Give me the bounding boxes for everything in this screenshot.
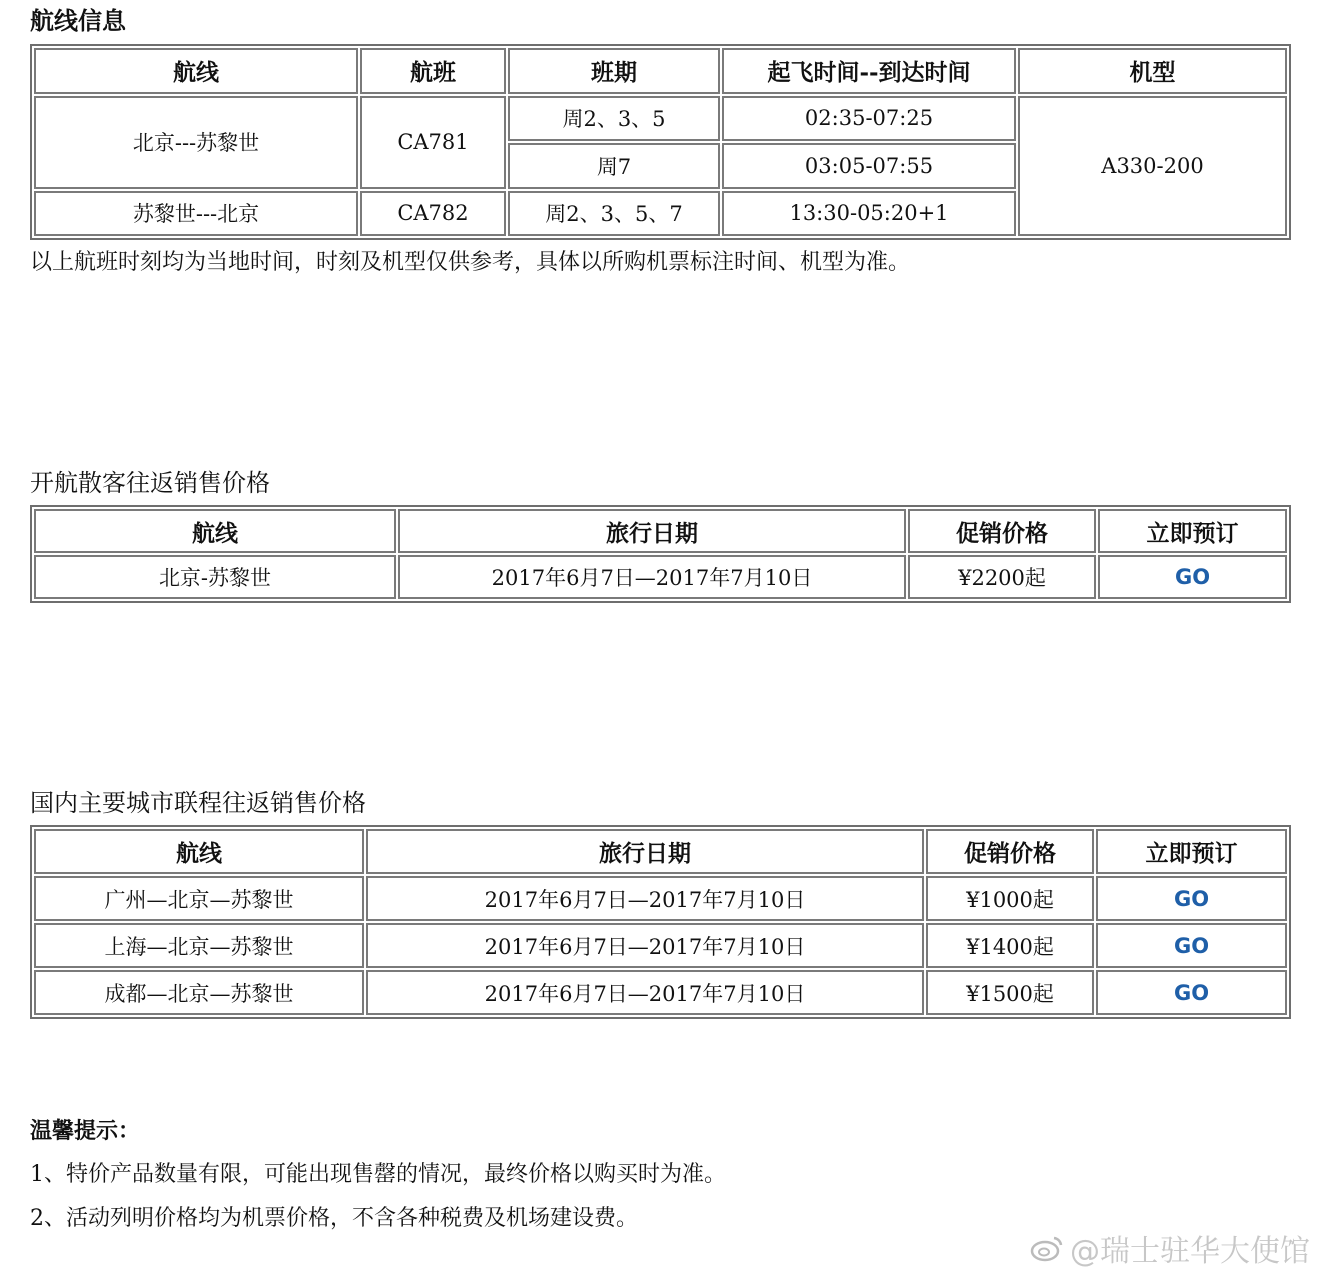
watermark [1030,1226,1310,1270]
schedule-cell: 周2、3、5 [508,96,720,142]
book-cell [1096,970,1287,1015]
schedule-cell: 周2、3、5、7 [508,191,720,237]
header-flight: 航班 [360,48,506,94]
watermark-text: @瑞士驻华大使馆 [1070,1234,1310,1269]
table-row [34,876,1287,921]
direct-fares-table [30,505,1291,603]
direct-fares-title: 开航散客往返销售价格 [30,469,270,497]
header-aircraft: 机型 [1018,48,1287,94]
route-info-title: 航线信息 [30,6,126,35]
header-book: 立即预订 [1098,509,1287,553]
header-route: 航线 [34,48,358,94]
header-time: 起飞时间--到达时间 [722,48,1016,94]
route-cell: 北京---苏黎世 [34,96,358,189]
tip-item: 1、特价产品数量有限，可能出现售罄的情况，最终价格以购买时为准。 [30,1162,726,1187]
table-header-row [34,829,1287,874]
table-row [34,923,1287,968]
dates-cell: 2017年6月7日—2017年7月10日 [366,970,924,1015]
header-route: 航线 [34,509,396,553]
route-info-table [30,44,1291,240]
schedule-note: 以上航班时刻均为当地时间，时刻及机型仅供参考，具体以所购机票标注时间、机型为准。 [30,250,911,275]
price-cell: ¥1400起 [926,923,1094,968]
route-cell: 上海—北京—苏黎世 [34,923,364,968]
book-cell [1098,555,1287,599]
dates-cell: 2017年6月7日—2017年7月10日 [366,876,924,921]
connecting-fares-title: 国内主要城市联程往返销售价格 [30,789,366,817]
price-cell: ¥1500起 [926,970,1094,1015]
header-price: 促销价格 [908,509,1096,553]
tips-title: 温馨提示： [30,1118,141,1144]
dates-cell: 2017年6月7日—2017年7月10日 [366,923,924,968]
go-link[interactable]: GO [1173,886,1210,911]
header-book: 立即预订 [1096,829,1287,874]
dates-cell: 2017年6月7日—2017年7月10日 [398,555,906,599]
book-cell [1096,923,1287,968]
price-cell: ¥1000起 [926,876,1094,921]
price-cell: ¥2200起 [908,555,1096,599]
table-header-row [34,509,1287,553]
header-schedule: 班期 [508,48,720,94]
header-dates: 旅行日期 [366,829,924,874]
route-cell: 广州—北京—苏黎世 [34,876,364,921]
time-cell: 13:30-05:20+1 [722,191,1016,237]
table-row [34,970,1287,1015]
time-cell: 03:05-07:55 [722,143,1016,189]
connecting-fares-table [30,825,1291,1019]
flight-cell: CA781 [360,96,506,189]
table-header-row [34,48,1287,94]
route-cell: 苏黎世---北京 [34,191,358,237]
tip-item: 2、活动列明价格均为机票价格，不含各种税费及机场建设费。 [30,1206,638,1231]
flight-cell: CA782 [360,191,506,237]
header-price: 促销价格 [926,829,1094,874]
book-cell [1096,876,1287,921]
go-link[interactable]: GO [1173,980,1210,1005]
aircraft-cell: A330-200 [1018,96,1287,237]
table-row [34,555,1287,599]
schedule-cell: 周7 [508,143,720,189]
route-cell: 成都—北京—苏黎世 [34,970,364,1015]
route-cell: 北京-苏黎世 [34,555,396,599]
go-link[interactable]: GO [1174,565,1211,589]
header-route: 航线 [34,829,364,874]
header-dates: 旅行日期 [398,509,906,553]
weibo-icon [1030,1233,1064,1263]
table-row [34,96,1287,142]
time-cell: 02:35-07:25 [722,96,1016,142]
go-link[interactable]: GO [1173,933,1210,958]
